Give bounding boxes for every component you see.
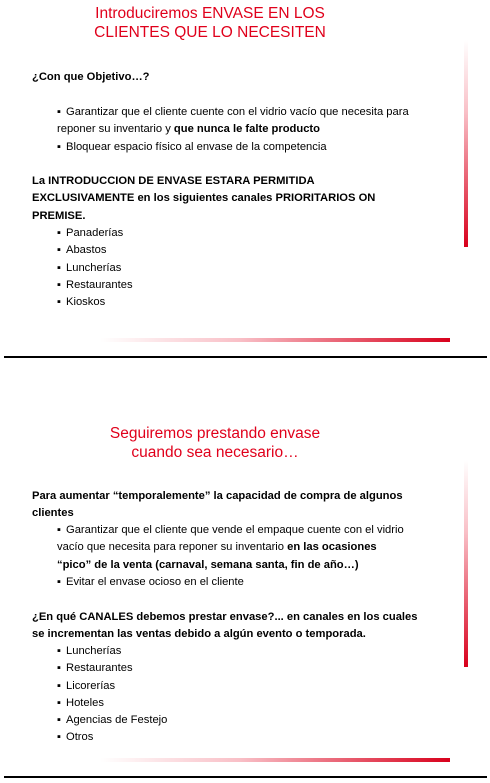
question-line: ¿En qué CANALES debemos prestar envase?... en canales en los cuales [32, 611, 418, 623]
slide-2-title [5, 424, 425, 462]
list-item-text: Restaurantes [66, 278, 133, 291]
objective-heading: ¿Con que Objetivo…? [32, 71, 150, 83]
list-item [57, 695, 457, 712]
bullet-icon: ▪ [57, 679, 61, 692]
bullet-icon: ▪ [57, 227, 61, 239]
title-line: Seguiremos prestando envase [109, 425, 321, 442]
heading-line: PREMISE. [32, 209, 86, 222]
bullet-text: Garantizar que el cliente cuente con el vidrio vacío que necesita para [66, 106, 409, 118]
bullet-icon: ▪ [57, 261, 61, 274]
slide-2 [0, 390, 490, 783]
list-item-text: Restaurantes [66, 662, 133, 675]
list-item-text: Licorerías [66, 679, 116, 692]
objective-bullet [57, 104, 457, 139]
heading-line: La INTRODUCCION DE ENVASE ESTARA PERMITIDA [32, 175, 315, 187]
slide-separator [4, 356, 487, 358]
title-line: CLIENTES QUE LO NECESITEN [94, 24, 326, 41]
bullet-text: Garantizar que el cliente que vende el empaque cuente con el vidrio [66, 524, 404, 536]
bullet-icon: ▪ [57, 645, 61, 657]
decorative-horizontal-bar [100, 758, 450, 762]
bullet-text: vacío que necesita para reponer su inventario [57, 541, 288, 554]
bullet-text: Bloquear espacio físico al envase de la competencia [66, 141, 327, 153]
bullet-icon: ▪ [57, 576, 61, 588]
list-item [57, 678, 457, 695]
list-item [57, 225, 457, 242]
channels-question [32, 609, 457, 644]
purpose-bullet [57, 574, 457, 591]
slide-separator [4, 776, 487, 778]
list-item [57, 294, 457, 311]
slide-1 [0, 0, 490, 360]
bullet-icon: ▪ [57, 731, 61, 744]
bullet-icon: ▪ [57, 296, 61, 309]
loan-channel-list [57, 643, 457, 747]
paragraph-line: Para aumentar “temporalemente” la capacidad de compra de algunos [32, 490, 403, 502]
slide-1-title [0, 4, 420, 42]
list-item [57, 260, 457, 277]
purpose-bullet [57, 522, 457, 574]
list-item [57, 242, 457, 259]
bullet-text: Evitar el envase ocioso en el cliente [66, 576, 244, 588]
bullet-icon: ▪ [57, 106, 61, 118]
title-line: Introduciremos ENVASE EN LOS [95, 5, 325, 22]
list-item-text: Panaderías [66, 227, 124, 239]
bullet-icon: ▪ [57, 524, 61, 536]
paragraph-line: clientes [32, 507, 74, 520]
heading-line: EXCLUSIVAMENTE en los siguientes canales PRIORITARIOS ON [32, 192, 376, 205]
list-item [57, 712, 457, 729]
list-item-text: Agencias de Festejo [66, 714, 168, 727]
decorative-vertical-bar [464, 460, 468, 667]
bullet-text-bold: “pico” de la venta (carnaval, semana santa, fin de año…) [57, 558, 359, 571]
list-item [57, 277, 457, 294]
channels-heading [32, 173, 457, 225]
bullet-icon: ▪ [57, 141, 61, 153]
decorative-horizontal-bar [100, 338, 450, 342]
list-item-text: Luncherías [66, 261, 122, 274]
bullet-icon: ▪ [57, 278, 61, 291]
list-item [57, 660, 457, 677]
list-item-text: Otros [66, 731, 94, 744]
list-item-text: Kioskos [66, 296, 106, 309]
purpose-paragraph [32, 488, 457, 523]
list-item-text: Abastos [66, 244, 107, 257]
bullet-text-bold: en las ocasiones [287, 541, 377, 554]
list-item [57, 729, 457, 746]
bullet-icon: ▪ [57, 244, 61, 257]
objective-bullet [57, 139, 457, 156]
decorative-vertical-bar [464, 40, 468, 247]
title-line: cuando sea necesario… [131, 444, 299, 461]
list-item-text: Luncherías [66, 645, 122, 657]
bullet-text: reponer su inventario y [57, 123, 174, 136]
list-item-text: Hoteles [66, 696, 104, 709]
priority-channel-list [57, 225, 457, 311]
bullet-text-bold: que nunca le falte producto [173, 123, 320, 136]
bullet-icon: ▪ [57, 714, 61, 727]
question-line: se incrementan las ventas debido a algún evento o temporada. [32, 628, 366, 641]
list-item [57, 643, 457, 660]
bullet-icon: ▪ [57, 662, 61, 675]
bullet-icon: ▪ [57, 696, 61, 709]
